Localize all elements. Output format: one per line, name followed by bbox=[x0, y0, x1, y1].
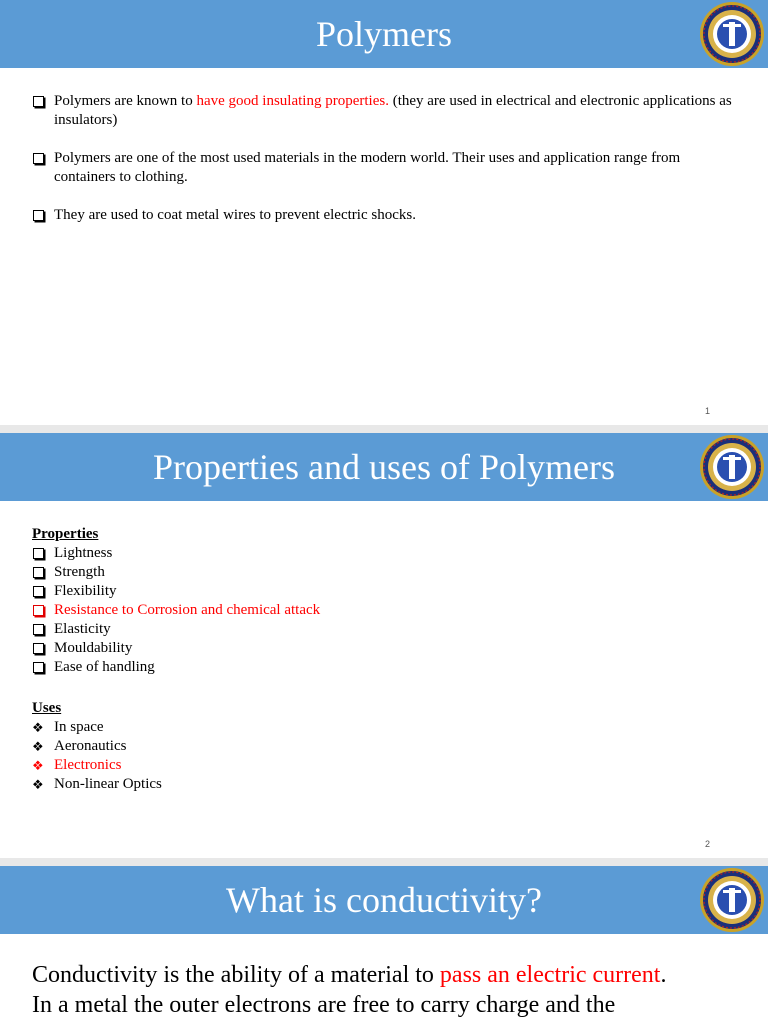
institute-seal-icon bbox=[698, 433, 766, 501]
bullet-text-pre: Polymers are one of the most used materials in the modern world. Their uses and application range from containers to clothing. bbox=[54, 150, 681, 185]
property-label: Mouldability bbox=[54, 640, 133, 656]
diamond-bullet-icon: ❖ bbox=[32, 758, 44, 773]
slide-1-title: Polymers bbox=[315, 14, 452, 54]
conductivity-line-1 bbox=[32, 960, 748, 990]
property-label: Lightness bbox=[54, 545, 113, 561]
diamond-bullet-icon: ❖ bbox=[32, 739, 44, 754]
checkbox-bullet-icon bbox=[33, 624, 44, 635]
line-1-post: . bbox=[660, 962, 667, 988]
slide-2-banner bbox=[0, 433, 768, 501]
property-label: Resistance to Corrosion and chemical attack bbox=[54, 602, 321, 618]
properties-heading-item bbox=[32, 525, 738, 544]
checkbox-bullet-icon bbox=[33, 210, 44, 221]
checkbox-bullet-icon bbox=[33, 548, 44, 559]
slide-3 bbox=[0, 866, 768, 1024]
slide-separator bbox=[0, 858, 768, 866]
property-label: Ease of handling bbox=[54, 659, 155, 675]
list-item bbox=[32, 544, 738, 563]
slide-2-title: Properties and uses of Polymers bbox=[153, 447, 615, 487]
uses-heading: Uses bbox=[32, 700, 62, 716]
bullet-text-post: (they are used in electrical and electronic applications as insulators) bbox=[54, 93, 732, 128]
checkbox-bullet-icon bbox=[33, 643, 44, 654]
checkbox-bullet-icon bbox=[33, 96, 44, 107]
slide-1-bullet-list bbox=[32, 92, 738, 225]
checkbox-bullet-icon bbox=[33, 153, 44, 164]
property-label: Strength bbox=[54, 564, 105, 580]
property-label: Flexibility bbox=[54, 583, 117, 599]
use-label: In space bbox=[54, 719, 104, 735]
list-item bbox=[32, 737, 738, 756]
properties-heading: Properties bbox=[32, 526, 99, 542]
conductivity-paragraph bbox=[32, 960, 748, 1020]
list-item bbox=[32, 775, 738, 794]
use-label: Aeronautics bbox=[54, 738, 127, 754]
list-item bbox=[32, 563, 738, 582]
institute-seal-icon bbox=[698, 0, 766, 68]
uses-heading-item bbox=[32, 699, 738, 718]
diamond-bullet-icon: ❖ bbox=[32, 777, 44, 792]
checkbox-bullet-icon bbox=[33, 662, 44, 673]
list-item bbox=[32, 582, 738, 601]
slide-3-banner bbox=[0, 866, 768, 934]
use-label: Non-linear Optics bbox=[54, 776, 162, 792]
line-1-highlight: pass an electric current bbox=[439, 962, 661, 988]
list-item bbox=[32, 658, 738, 677]
properties-list bbox=[32, 525, 738, 677]
diamond-bullet-icon: ❖ bbox=[32, 720, 44, 735]
slide-1 bbox=[0, 0, 768, 425]
slide-2 bbox=[0, 433, 768, 858]
list-item bbox=[32, 756, 738, 775]
list-item bbox=[32, 718, 738, 737]
property-label: Elasticity bbox=[54, 621, 111, 637]
checkbox-bullet-icon bbox=[33, 605, 44, 616]
list-item bbox=[32, 639, 738, 658]
conductivity-line-2: In a metal the outer electrons are free to carry charge and the bbox=[32, 992, 616, 1018]
checkbox-bullet-icon bbox=[33, 567, 44, 578]
uses-list bbox=[32, 699, 738, 794]
page-number: 2 bbox=[704, 839, 710, 849]
list-item bbox=[32, 92, 738, 130]
slide-3-title: What is conductivity? bbox=[226, 880, 542, 920]
page-number: 1 bbox=[704, 406, 710, 416]
checkbox-bullet-icon bbox=[33, 586, 44, 597]
slide-separator bbox=[0, 425, 768, 433]
list-item bbox=[32, 149, 738, 187]
bullet-text-pre: They are used to coat metal wires to prevent electric shocks. bbox=[54, 207, 416, 223]
list-item bbox=[32, 620, 738, 639]
list-item bbox=[32, 206, 738, 225]
bullet-text-pre: Polymers are known to bbox=[54, 93, 197, 109]
slide-1-banner bbox=[0, 0, 768, 68]
use-label: Electronics bbox=[54, 757, 122, 773]
list-item bbox=[32, 601, 738, 620]
line-1-pre: Conductivity is the ability of a material to bbox=[32, 962, 440, 988]
bullet-text-highlight: have good insulating properties. bbox=[196, 93, 389, 109]
institute-seal-icon bbox=[698, 866, 766, 934]
